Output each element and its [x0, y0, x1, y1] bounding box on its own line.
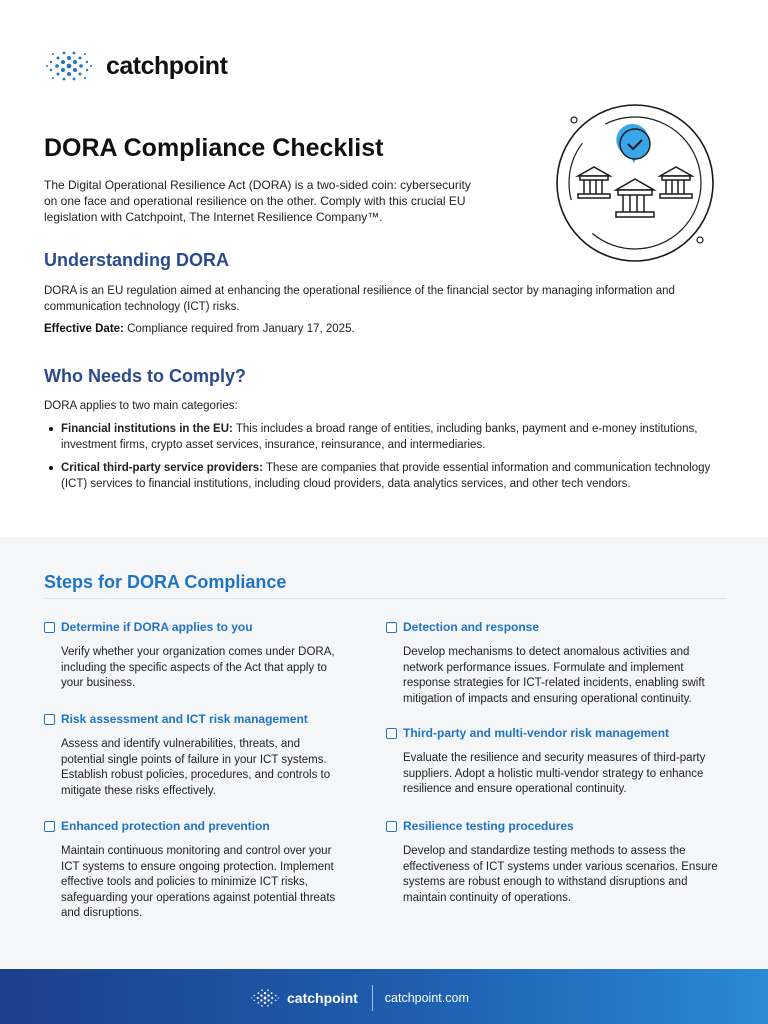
step-checkbox[interactable] — [44, 622, 55, 633]
who-list — [44, 421, 724, 499]
brand-logo — [44, 48, 227, 84]
page-title: DORA Compliance Checklist — [44, 134, 384, 162]
step-checkbox[interactable] — [44, 714, 55, 725]
step-enhanced-protection — [44, 818, 344, 922]
steps-heading: Steps for DORA Compliance — [44, 572, 287, 592]
step-checkbox[interactable] — [386, 622, 397, 633]
step-body: Verify whether your organization comes under DORA, including the specific aspects of the Act that apply to your business. — [61, 646, 335, 690]
step-risk-assessment — [44, 711, 344, 799]
step-body: Assess and identify vulnerabilities, threats, and potential single points of failure in your ICT systems. Establish robust policies, procedures, and controls to mitigate these risks effectively. — [61, 738, 331, 797]
effective-date-text: Compliance required from January 17, 2025. — [123, 323, 355, 335]
who-lead: DORA applies to two main categories: — [44, 400, 238, 412]
footer-divider — [372, 985, 373, 1011]
list-item-text: These are companies that provide essential information and communication technology (ICT) services to financial institutions, including cloud providers, data analytics services, and other tech vendors. — [61, 462, 711, 490]
footer-brand-name: catchpoint — [287, 990, 358, 1006]
step-title: Risk assessment and ICT risk management — [61, 712, 308, 726]
steps-divider — [44, 598, 726, 599]
understanding-description: DORA is an EU regulation aimed at enhancing the operational resilience of the financial sector by managing information and communication technology (ICT) risks. — [44, 285, 675, 313]
understanding-heading: Understanding DORA — [44, 250, 230, 270]
step-detection-response — [386, 619, 726, 707]
catchpoint-dots-icon — [44, 48, 94, 84]
step-body: Maintain continuous monitoring and control over your ICT systems to ensure ongoing protection. Implement effective tools and policies to minimize ICT risks, safeguarding your operations against potential threats and disruptions. — [61, 845, 336, 920]
step-third-party-risk — [386, 725, 726, 798]
who-heading: Who Needs to Comply? — [44, 366, 246, 386]
step-checkbox[interactable] — [386, 728, 397, 739]
step-title: Resilience testing procedures — [403, 819, 574, 833]
catchpoint-dots-icon — [250, 987, 280, 1009]
list-item-label: Financial institutions in the EU: — [61, 423, 233, 435]
list-item — [44, 421, 724, 453]
intro-text: The Digital Operational Resilience Act (DORA) is a two-sided coin: cybersecurity on one face and operational resilience on the other. Comply with this crucial EU legislation with Catchpoint, The Internet Resilience Company™. — [44, 178, 471, 224]
effective-date — [44, 321, 724, 337]
brand-name: catchpoint — [106, 51, 228, 80]
banks-check-icon — [552, 100, 718, 266]
step-checkbox[interactable] — [44, 821, 55, 832]
footer — [0, 969, 768, 1024]
step-title: Detection and response — [403, 620, 540, 634]
step-determine-applicability — [44, 619, 344, 692]
step-body: Develop and standardize testing methods to assess the effectiveness of ICT systems under various scenarios. Ensure systems are robust enough to withstand disruptions and maintain continuity of operations. — [403, 845, 718, 904]
step-resilience-testing — [386, 818, 726, 906]
list-item — [44, 460, 724, 492]
step-body: Develop mechanisms to detect anomalous activities and network performance issues. Formulate and implement response strategies for ICT-related incidents, enabling swift mitigation of impacts and ensuring operational continuity. — [403, 646, 705, 705]
list-item-label: Critical third-party service providers: — [61, 462, 263, 474]
footer-url-link[interactable]: catchpoint.com — [384, 991, 469, 1005]
effective-date-label: Effective Date: — [44, 323, 124, 335]
step-title: Determine if DORA applies to you — [61, 620, 253, 634]
step-checkbox[interactable] — [386, 821, 397, 832]
step-title: Enhanced protection and prevention — [61, 819, 270, 833]
list-item-text: This includes a broad range of entities, including banks, payment and e-money institutions, investment firms, crypto asset services, insurance, reinsurance, and intermediaries. — [61, 423, 698, 451]
step-title: Third-party and multi-vendor risk management — [403, 726, 670, 740]
step-body: Evaluate the resilience and security measures of third-party suppliers. Adopt a holistic multi-vendor strategy to enhance resilience and ensure operational continuity. — [403, 752, 706, 796]
